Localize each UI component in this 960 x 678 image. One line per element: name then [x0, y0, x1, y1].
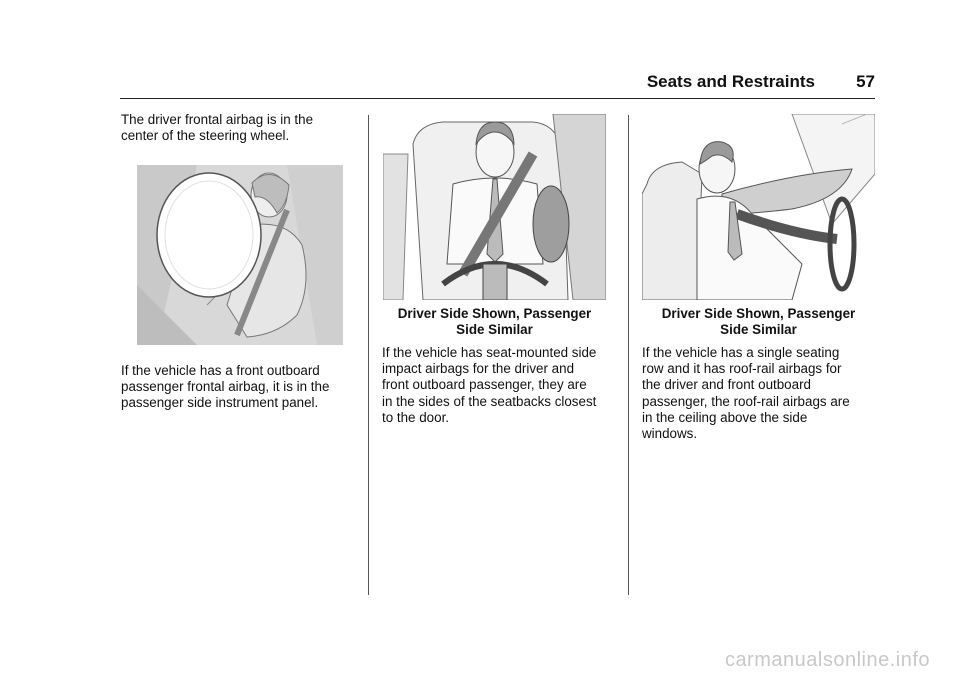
figure-caption-seat-airbag: Driver Side Shown, Passenger Side Similar — [397, 306, 592, 338]
frontal-airbag-illustration — [137, 165, 343, 345]
roof-rail-airbag-illustration — [642, 114, 875, 300]
page-header — [120, 70, 875, 99]
watermark: carmanualsonline.info — [724, 649, 930, 671]
column-divider — [628, 115, 629, 595]
section-title: Seats and Restraints — [646, 72, 815, 91]
seat-side-airbag-paragraph: If the vehicle has seat-mounted side impact airbags for the driver and front outboard passenger, they are in the sides of the seatbacks closest to the door. — [382, 345, 597, 425]
passenger-airbag-paragraph: If the vehicle has a front outboard passenger frontal airbag, it is in the passenger side instrument panel. — [121, 363, 330, 411]
page-number: 57 — [856, 72, 875, 91]
roof-rail-airbag-paragraph: If the vehicle has a single seating row and it has roof-rail airbags for the driver and front outboard passenger, the roof-rail airbags are in the ceiling above the side windows. — [642, 345, 850, 442]
seat-side-airbag-illustration — [383, 114, 606, 300]
figure-caption-roof-rail: Driver Side Shown, Passenger Side Similar — [661, 306, 856, 338]
front-airbag-paragraph: The driver frontal airbag is in the center of the steering wheel. — [121, 112, 314, 144]
column-divider — [368, 115, 369, 595]
